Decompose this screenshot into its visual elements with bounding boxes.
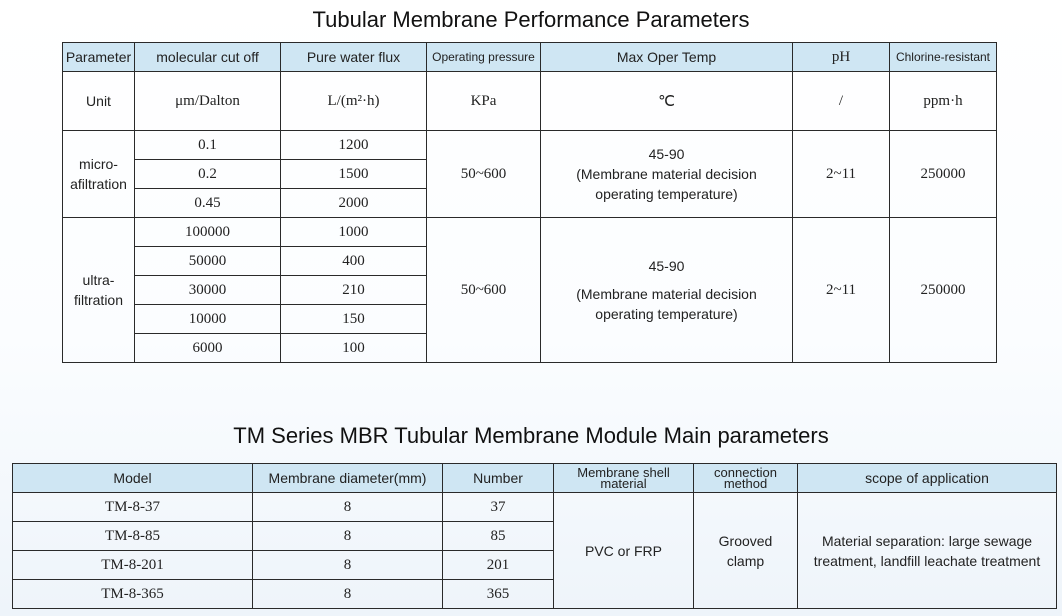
unit-chlorine: ppm·h (890, 72, 997, 131)
diameter-cell: 8 (253, 493, 443, 522)
ultra-ph-cell: 2~11 (793, 218, 890, 363)
header-chlorine-resistant: Chlorine-resistant (890, 43, 997, 72)
flux-cell: 1200 (281, 131, 427, 160)
scope-line2: treatment, landfill leachate treatment (813, 552, 1041, 569)
diameter-cell: 8 (253, 551, 443, 580)
model-cell: TM-8-37 (13, 493, 253, 522)
header-scope-of-application: scope of application (798, 464, 1057, 493)
flux-cell: 210 (281, 276, 427, 305)
header-membrane-diameter: Membrane diameter(mm) (253, 464, 443, 493)
cutoff-cell: 10000 (135, 305, 281, 334)
unit-row (63, 72, 997, 131)
model-cell: TM-8-365 (13, 580, 253, 609)
ultrafiltration-label-line1: ultra- (82, 272, 115, 288)
scope-line1: Material separation: large sewage (821, 532, 1033, 549)
unit-cutoff: μm/Dalton (135, 72, 281, 131)
connection-method-cell (694, 493, 798, 609)
cutoff-cell: 0.2 (135, 160, 281, 189)
micro-ph-cell: 2~11 (793, 131, 890, 218)
header-number: Number (443, 464, 554, 493)
flux-cell: 100 (281, 334, 427, 363)
cutoff-cell: 100000 (135, 218, 281, 247)
ultrafiltration-label (63, 218, 135, 363)
ultra-temp-line1: 45-90 (648, 258, 685, 274)
header-shell-line2: material (600, 476, 647, 491)
unit-pressure: KPa (427, 72, 541, 131)
ultra-temp-cell (541, 218, 793, 363)
ultra-chlorine-cell: 250000 (890, 218, 997, 363)
model-cell: TM-8-85 (13, 522, 253, 551)
number-cell: 37 (443, 493, 554, 522)
shell-material-cell: PVC or FRP (554, 493, 694, 609)
header-max-oper-temp: Max Oper Temp (541, 43, 793, 72)
table-row (63, 131, 997, 160)
connection-line1: Grooved (718, 532, 773, 549)
microfiltration-label-line1: micro- (79, 156, 118, 172)
unit-flux: L/(m²·h) (281, 72, 427, 131)
flux-cell: 1500 (281, 160, 427, 189)
number-cell: 201 (443, 551, 554, 580)
micro-temp-line3: operating temperature) (595, 186, 738, 202)
header-shell-line1: Membrane shell (577, 465, 670, 480)
module-table-title: TM Series MBR Tubular Membrane Module Main parameters (233, 423, 829, 448)
flux-cell: 2000 (281, 189, 427, 218)
scope-cell (798, 493, 1057, 609)
header-conn-line2: method (723, 476, 768, 491)
micro-pressure-cell: 50~600 (427, 131, 541, 218)
cutoff-cell: 6000 (135, 334, 281, 363)
header-molecular-cutoff: molecular cut off (135, 43, 281, 72)
microfiltration-label-line2: afiltration (70, 176, 127, 192)
header-membrane-shell-material (554, 464, 694, 493)
flux-cell: 150 (281, 305, 427, 334)
micro-chlorine-cell: 250000 (890, 131, 997, 218)
microfiltration-label (63, 131, 135, 218)
diameter-cell: 8 (253, 522, 443, 551)
header-operating-pressure: Operating pressure (427, 43, 541, 72)
unit-ph: / (793, 72, 890, 131)
cutoff-cell: 30000 (135, 276, 281, 305)
header-ph: pH (793, 43, 890, 72)
number-cell: 365 (443, 580, 554, 609)
diameter-cell: 8 (253, 580, 443, 609)
flux-cell: 1000 (281, 218, 427, 247)
ultra-pressure-cell: 50~600 (427, 218, 541, 363)
cutoff-cell: 0.45 (135, 189, 281, 218)
unit-temp: ℃ (541, 72, 793, 131)
micro-temp-cell (541, 131, 793, 218)
header-parameter: Parameter (63, 43, 135, 72)
model-cell: TM-8-201 (13, 551, 253, 580)
table-header-row (63, 43, 997, 72)
number-cell: 85 (443, 522, 554, 551)
micro-temp-line2: (Membrane material decision (576, 166, 757, 182)
header-connection-method (694, 464, 798, 493)
table-row (63, 218, 997, 247)
header-conn-line1: connection (714, 465, 777, 480)
ultra-temp-line3: operating temperature) (595, 306, 738, 322)
ultra-temp-line2: (Membrane material decision (576, 286, 757, 302)
performance-table-title: Tubular Membrane Performance Parameters (312, 7, 750, 32)
unit-label: Unit (63, 72, 135, 131)
performance-parameters-table (62, 42, 997, 363)
module-parameters-table (12, 463, 1057, 609)
header-pure-water-flux: Pure water flux (281, 43, 427, 72)
flux-cell: 400 (281, 247, 427, 276)
table-row (13, 493, 1057, 522)
connection-line2: clamp (726, 552, 765, 569)
header-model: Model (13, 464, 253, 493)
cutoff-cell: 50000 (135, 247, 281, 276)
ultrafiltration-label-line2: filtration (73, 292, 124, 308)
cutoff-cell: 0.1 (135, 131, 281, 160)
micro-temp-line1: 45-90 (648, 146, 685, 162)
table-header-row (13, 464, 1057, 493)
